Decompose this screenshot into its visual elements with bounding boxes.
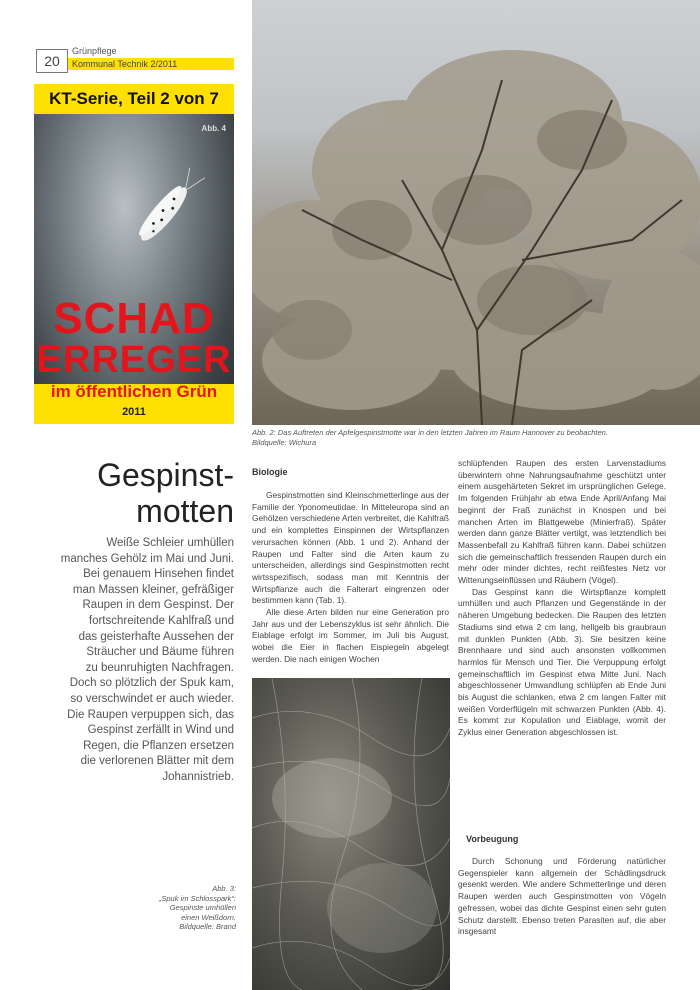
section-heading-vorbeugung: Vorbeugung bbox=[466, 834, 519, 844]
teaser-title-word2: ERREGER bbox=[36, 339, 232, 381]
lead-line: so verschwindet er auch wieder. bbox=[70, 692, 234, 705]
column1-text bbox=[252, 490, 449, 666]
teaser-title-word1: SCHAD bbox=[53, 294, 215, 343]
lead-line: Doch so plötzlich der Spuk kam, bbox=[69, 677, 234, 690]
web-photo-caption-line: Abb. 3: bbox=[212, 884, 236, 893]
tree-photo-caption bbox=[252, 428, 692, 448]
magazine-issue: Kommunal Technik 2/2011 bbox=[68, 58, 234, 70]
lead-line: man Massen kleiner, gefräßiger bbox=[72, 583, 234, 596]
web-texture-illustration bbox=[252, 678, 450, 990]
tree-photo-caption-text: Abb. 2: Das Auftreten der Apfelgespinstmotte war in den letzten Jahren im Raum Hannover zu beobachten. bbox=[252, 428, 608, 437]
paragraph: Durch Schonung und Förderung natürlicher Gegenspieler kann allgemein der Schädlingsdruck gesenkt werden. Wie andere Schmetterlinge und deren Raupen werden auch Gespinstmotten von Vögeln gefressen, wobei das dichte Gespinst einen sehr guten Schutz darstellt. Ebenso treten Parasiten auf, die aber insgesamt bbox=[458, 856, 666, 937]
paragraph: Das Gespinst kann die Wirtspflanze komplett umhüllen und auch Pflanzen und Gegenstände in der näheren Umgebung bedecken. Die Raupen des letzten Stadiums sind etwa 2 cm lang, hellgelb bis graubraun mit dunklen Punkten (Abb. 3). Sie besitzen keine Brennhaare und sind auch ansonsten vollkommen harmlos für Mensch und Tier. Die Verpuppung erfolgt gemeinschaftlich im Gespinst etwa Mitte Juni. Nach abgeschlossener Umwandlung schlüpfen ab Ende Juni bis August die schlanken, etwa 2 cm langen Falter mit weißen Vorderflügeln mit schwarzen Punkten (Abb. 4). Es kommt zur Kopulation und Eiablage, womit der Zyklus einer Generation abgeschlossen ist. bbox=[458, 586, 666, 738]
section-label: Grünpflege bbox=[72, 46, 117, 56]
lead-line: fortschreitende Kahlfraß und bbox=[88, 614, 234, 627]
column3-text bbox=[458, 856, 666, 938]
article-headline bbox=[60, 457, 234, 529]
lead-line: Raupen in dem Gespinst. Der bbox=[82, 599, 234, 612]
paragraph: schlüpfenden Raupen des ersten Larvenstadiums überwintern ohne Nahrungsaufnahme geschützt unter einem ausgehärteten Sekret im ursprünglichen Gelege. Im folgenden Frühjahr ab etwa Ende April/Anfang Mai beginnt der Fraß zunächst in Knospen und bei manchen Arten im Blattgewebe (Minierfraß). Später werden dann ganze Blätter vertilgt, was letztendlich bei Massenbefall zu Kahlfraß führen kann. Dabei schützen sich die gemeinschaftlich fressenden Raupen durch ein mehr oder minder dichtes, recht reißfestes Netz vor Witterungseinflüssen und Räubern (Vögel). bbox=[458, 458, 666, 586]
section-heading-biologie: Biologie bbox=[252, 467, 288, 477]
tree-branches-illustration bbox=[252, 0, 700, 425]
column2-text bbox=[458, 458, 666, 739]
paragraph: Gespinstmotten sind Kleinschmetterlinge aus der Familie der Yponomeutidae. In Mitteleuropa sind an Gehölzen verschiedene Arten verbreitet, die Kahlfraß und ein komplettes Einspinnen der Wirtspflanzen verursachen können (Abb. 1 und 2). Anhand der Raupen und Falter sind die Arten kaum zu unterscheiden, allerdings sind Gespinstmotten recht wirtsspezifisch, sodass man mit Kenntnis der Wirtspflanze auch die Falterart eingrenzen oder bestimmen kann (Tab. 1). bbox=[252, 490, 449, 606]
teaser-image bbox=[34, 114, 234, 424]
article-lead bbox=[36, 536, 234, 786]
lead-line: Johannistrieb. bbox=[162, 770, 234, 783]
lead-line: die verlorenen Blätter mit dem bbox=[80, 755, 234, 768]
lead-line: Weiße Schleier umhüllen bbox=[106, 537, 234, 549]
lead-line: Sträucher und Bäume führen bbox=[86, 646, 234, 659]
web-photo-caption-line: „Spuk im Schlosspark“: bbox=[158, 893, 236, 903]
web-photo-caption-line: einen Weißdorn. bbox=[181, 912, 236, 922]
web-photo-caption-line: Bildquelle: Brand bbox=[179, 922, 236, 931]
lead-line: Bei genauem Hinsehen findet bbox=[83, 568, 234, 581]
tree-photo bbox=[252, 0, 700, 425]
teaser-figure-label: Abb. 4 bbox=[201, 124, 226, 133]
paragraph: Alle diese Arten bilden nur eine Generation pro Jahr aus und der Lebenszyklus ist sehr ähnlich. Die Eiablage erfolgt im Sommer, im Juli bis August, wobei die Eier in flachen Eispiegeln abgelegt werden. Die nach einigen Wochen bbox=[252, 607, 449, 664]
lead-line: manches Gehölz im Mai und Juni. bbox=[60, 552, 234, 565]
lead-line: Gespinst zerfällt in Wind und bbox=[87, 724, 234, 737]
lead-line: Die Raupen verpuppen sich, das bbox=[67, 708, 234, 721]
lead-line: zu beunruhigten Nachfragen. bbox=[85, 661, 234, 674]
lead-line: Regen, die Pflanzen ersetzen bbox=[83, 739, 234, 752]
lead-line: das geisterhafte Aussehen der bbox=[78, 630, 234, 643]
tree-photo-credit: Bildquelle: Wichura bbox=[252, 438, 317, 447]
page-number: 20 bbox=[36, 49, 68, 73]
web-photo-caption-line: Gespinste umhüllen bbox=[169, 903, 236, 912]
teaser-year: 2011 bbox=[122, 406, 146, 418]
headline-line1: Gespinst- bbox=[97, 457, 234, 493]
headline-line2: motten bbox=[136, 493, 234, 529]
web-photo-caption bbox=[150, 884, 236, 932]
teaser-subtitle: im öffentlichen Grün bbox=[50, 382, 218, 401]
web-photo bbox=[252, 678, 450, 990]
series-badge: KT-Serie, Teil 2 von 7 bbox=[34, 84, 234, 114]
